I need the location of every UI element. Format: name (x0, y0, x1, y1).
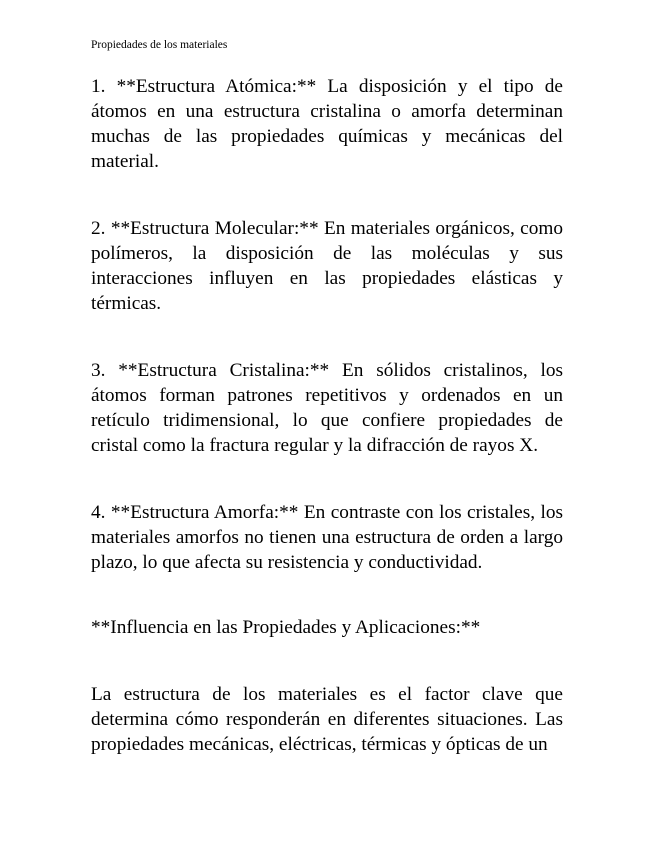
document-body (91, 74, 563, 757)
paragraph-estructura-cristalina: 3. **Estructura Cristalina:** En sólidos cristalinos, los átomos forman patrones repetitivos y ordenados en un retículo tridimensional, lo que confiere propiedades de cristal como la fractura regular y la difracción de rayos X. (91, 360, 563, 456)
paragraph-estructura-molecular: 2. **Estructura Molecular:** En materiales orgánicos, como polímeros, la disposición de las moléculas y sus interacciones influyen en las propiedades elásticas y térmicas. (91, 218, 563, 314)
paragraph-conclusion: La estructura de los materiales es el factor clave que determina cómo responderán en diferentes situaciones. Las propiedades mecánicas, eléctricas, térmicas y ópticas de un (91, 684, 563, 755)
paragraph-estructura-amorfa: 4. **Estructura Amorfa:** En contraste con los cristales, los materiales amorfos no tienen una estructura de orden a largo plazo, lo que afecta su resistencia y conductividad. (91, 502, 563, 573)
section-heading-influencia: **Influencia en las Propiedades y Aplicaciones:** (91, 617, 481, 638)
page-header: Propiedades de los materiales (91, 39, 228, 51)
paragraph-estructura-atomica: 1. **Estructura Atómica:** La disposición y el tipo de átomos en una estructura cristalina o amorfa determinan muchas de las propiedades químicas y mecánicas del material. (91, 76, 563, 172)
